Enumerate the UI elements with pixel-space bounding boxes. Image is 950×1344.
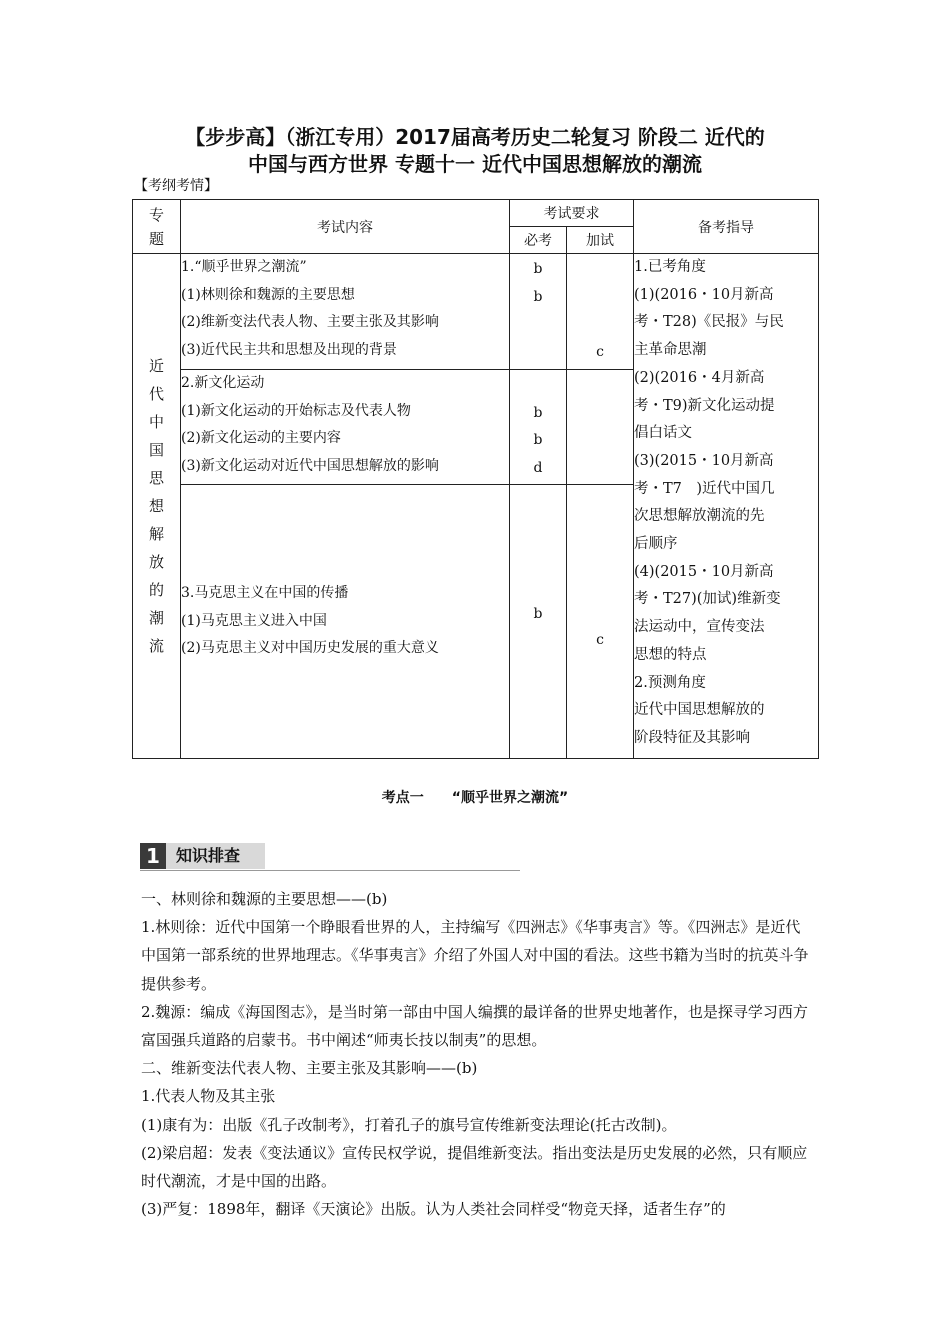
paragraph: (1)康有为：出版《孔子改制考》，打着孔子的旗号宣传维新变法理论(托古改制)。	[141, 1115, 677, 1134]
header-guide: 备考指导	[634, 200, 819, 254]
body-text	[141, 885, 813, 1223]
title-line-2: 中国与西方世界 专题十一 近代中国思想解放的潮流	[248, 152, 702, 176]
grade: d	[533, 460, 543, 477]
guide-line: (1)(2016・10月新高	[634, 286, 774, 303]
content-item: (2)维新变法代表人物、主要主张及其影响	[181, 314, 439, 331]
title-line-1: 【步步高】（浙江专用）2017届高考历史二轮复习 阶段二 近代的	[185, 125, 765, 149]
guide-line: 2.预测角度	[634, 674, 706, 691]
guide-line: 考・T27)(加试)维新变	[634, 591, 781, 608]
grade: b	[533, 288, 543, 305]
guide-cell	[634, 254, 819, 759]
grade-empty	[567, 311, 633, 339]
topic-char: 想	[148, 497, 164, 515]
content-item: (1)林则徐和魏源的主要思想	[181, 286, 355, 303]
paragraph: 一、林则徐和魏源的主要思想——(b)	[141, 890, 388, 908]
guide-line: 近代中国思想解放的	[634, 702, 765, 719]
divider	[140, 870, 520, 871]
paragraph: 1.林则徐：近代中国第一个睁眼看世界的人，主持编写《四洲志》《华事夷言》等。《四洲志》是近代中国第一部系统的世界地理志。《华事夷言》介绍了外国人对中国的看法。这些书籍为当时的抗英斗争提供参考。	[141, 918, 809, 993]
section-label: 【考纲考情】	[134, 178, 218, 194]
topic-char: 国	[148, 441, 164, 459]
topic-char: 近	[148, 357, 164, 375]
grade: c	[596, 344, 604, 361]
paragraph: 二、维新变法代表人物、主要主张及其影响——(b)	[141, 1059, 478, 1078]
content-item: 2.新文化运动	[181, 375, 265, 391]
section-heading: 考点一 “顺乎世界之潮流”	[381, 790, 569, 806]
guide-line: 法运动中，宣传变法	[634, 619, 765, 636]
grade-empty	[567, 256, 633, 284]
guide-line: 考・T28)《民报》与民	[634, 314, 784, 331]
extra-group-2	[567, 370, 634, 485]
grade: b	[533, 404, 543, 421]
header-content: 考试内容	[181, 200, 510, 254]
topic-char: 代	[148, 385, 164, 403]
content-group-1	[181, 254, 510, 370]
topic-char: 思	[148, 469, 164, 487]
extra-group-1	[567, 254, 634, 370]
topic-char: 的	[148, 581, 164, 599]
guide-line: (2)(2016・4月新高	[634, 369, 765, 386]
guide-line: 主革命思潮	[634, 342, 707, 359]
guide-line: 考・T7 )近代中国几	[634, 480, 775, 497]
content-group-3	[181, 485, 510, 759]
guide-line: (3)(2015・10月新高	[634, 452, 774, 469]
topic-char: 中	[148, 413, 164, 431]
paragraph: 1.代表人物及其主张	[141, 1087, 276, 1106]
content-item: 3.马克思主义在中国的传播	[181, 584, 349, 601]
banner-number: 1	[140, 843, 166, 869]
content-item: (2)马克思主义对中国历史发展的重大意义	[181, 640, 439, 657]
grade-empty	[567, 284, 633, 312]
guide-line: 1.已考角度	[634, 259, 706, 275]
guide-line: 后顺序	[634, 536, 678, 553]
extra-group-3: c	[567, 485, 634, 759]
content-group-2	[181, 370, 510, 485]
content-item: 1.“顺乎世界之潮流”	[181, 259, 307, 275]
topic-char: 解	[148, 525, 164, 543]
guide-line: 倡白话文	[634, 425, 692, 442]
paragraph: 2.魏源：编成《海国图志》，是当时第一部由中国人编撰的最详备的世界史地著作，也是探寻学习西方富国强兵道路的启蒙书。书中阐述“师夷长技以制夷”的思想。	[141, 1002, 808, 1050]
header-required: 必考	[510, 227, 567, 254]
guide-line: 思想的特点	[634, 646, 707, 663]
guide-line: 阶段特征及其影响	[634, 729, 750, 746]
header-requirements: 考试要求	[510, 200, 634, 227]
grade-empty	[510, 372, 566, 400]
banner-text: 知识排查	[176, 846, 241, 865]
content-item: (3)近代民主共和思想及出现的背景	[181, 342, 397, 359]
topic-char: 流	[148, 637, 164, 655]
required-group-1	[510, 254, 567, 370]
topic-cell	[133, 254, 181, 759]
paragraph: (3)严复：1898年，翻译《天演论》出版。认为人类社会同样受“物竞天择，适者生存”的	[141, 1200, 726, 1219]
content-item: (1)马克思主义进入中国	[181, 612, 327, 629]
header-topic-text: 专题	[149, 205, 165, 248]
guide-line: 考・T9)新文化运动提	[634, 397, 775, 414]
grade: b	[533, 432, 543, 449]
grade	[510, 311, 566, 339]
exam-outline-table	[132, 199, 819, 759]
content-item: (1)新文化运动的开始标志及代表人物	[181, 402, 411, 419]
topic-char: 潮	[148, 609, 164, 627]
paragraph: (2)梁启超：发表《变法通议》宣传民权学说，提倡维新变法。指出变法是历史发展的必然，只有顺应时代潮流，才是中国的出路。	[141, 1143, 808, 1191]
topic-char: 放	[148, 553, 164, 571]
knowledge-banner	[140, 843, 265, 869]
required-group-3: b	[510, 485, 567, 759]
content-item: (2)新文化运动的主要内容	[181, 430, 341, 447]
document-title	[120, 124, 830, 178]
content-item: (3)新文化运动对近代中国思想解放的影响	[181, 458, 439, 475]
guide-line: (4)(2015・10月新高	[634, 563, 774, 580]
grade: b	[533, 261, 543, 277]
header-topic	[133, 200, 181, 254]
required-group-2	[510, 370, 567, 485]
header-extra: 加试	[567, 227, 634, 254]
guide-line: 次思想解放潮流的先	[634, 508, 765, 525]
